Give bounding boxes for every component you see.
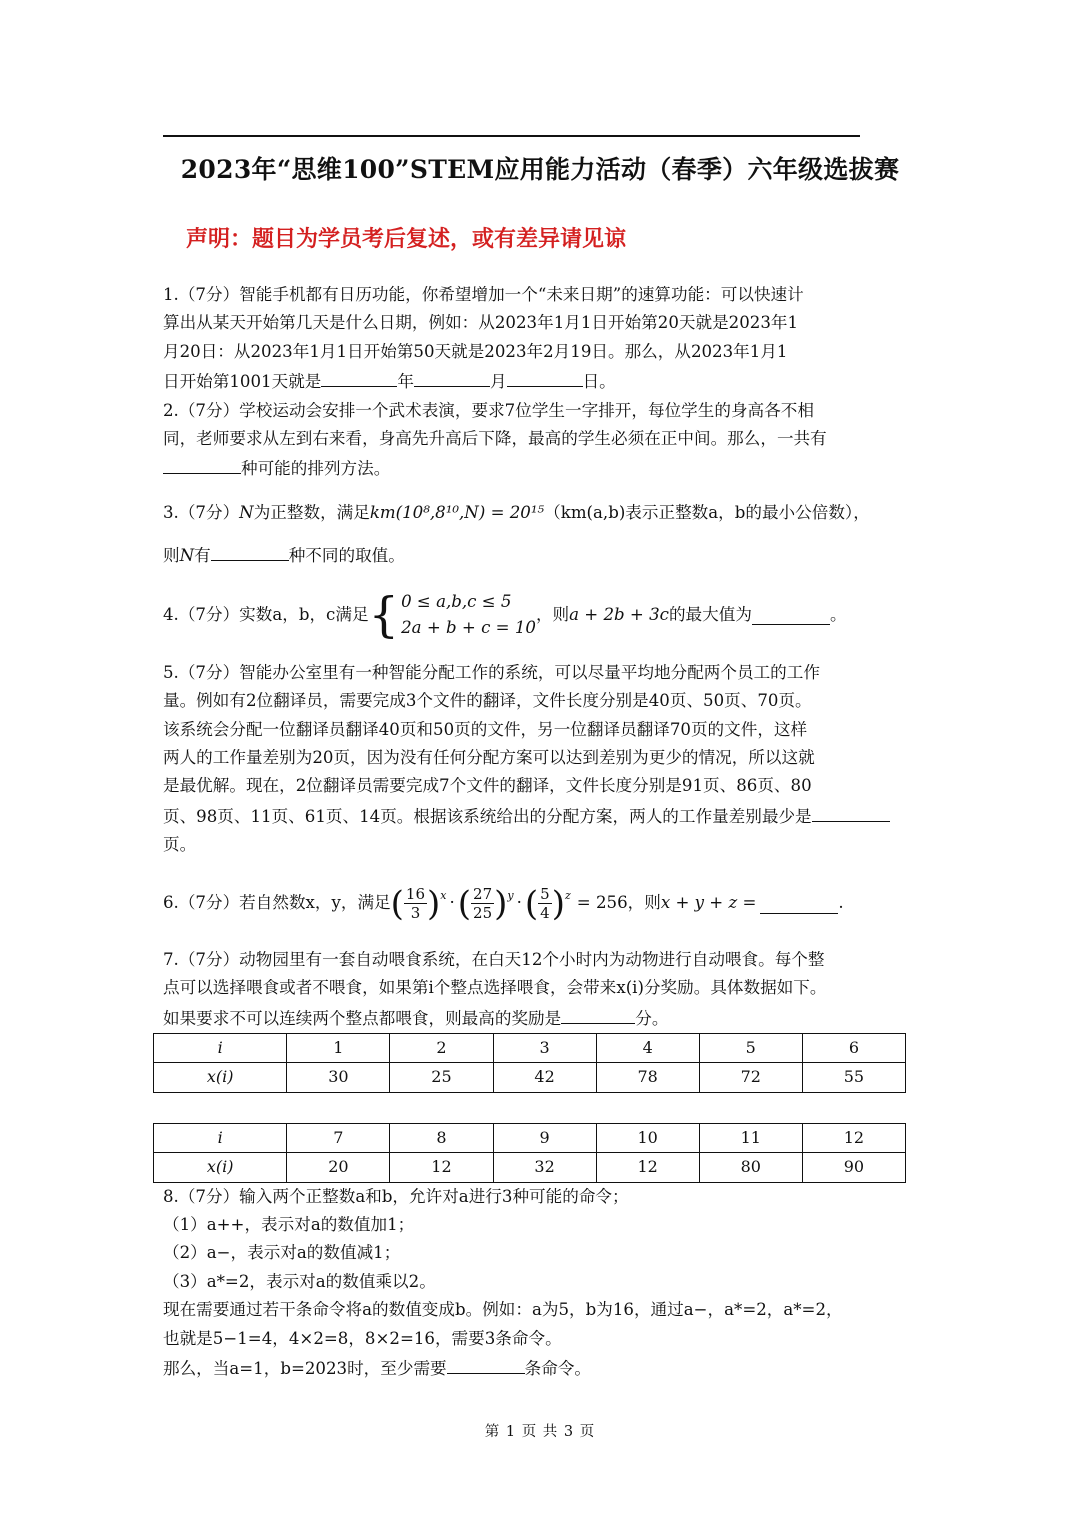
q3-formula: km(10⁸,8¹⁰,N) = 20¹⁵: [369, 502, 545, 522]
q5-line2: 量。例如有2位翻译员，需要完成3个文件的翻译，文件长度分别是40页、50页、70页。: [163, 691, 812, 711]
fraction-3: $\frac{5}{4}$: [540, 885, 550, 923]
reward-table-1: [153, 1033, 906, 1093]
answer-blank-q5[interactable]: [812, 801, 890, 822]
q7-line3: 如果要求不可以连续两个整点都喂食，则最高的奖励是 分。: [163, 1003, 919, 1033]
left-brace: {: [368, 586, 400, 643]
q1-line2: 算出从某天开始第几天是什么日期，例如：从2023年1月1日开始第20天就是2023年1: [163, 313, 799, 333]
q1-line1: 1.（7分）智能手机都有日历功能，你希望增加一个“未来日期”的速算功能：可以快速计: [163, 285, 804, 304]
notice-text: 声明：题目为学员考后复述，或有差异请见谅: [186, 226, 627, 252]
answer-blank-q4[interactable]: [752, 604, 830, 625]
header-rule: [163, 135, 860, 137]
answer-blank-year[interactable]: [321, 366, 397, 387]
question-2: [163, 397, 919, 484]
table-row: x(i) 20 12 32 12 80 90: [154, 1153, 906, 1182]
table-row: i 1 2 3 4 5 6: [154, 1033, 906, 1062]
q3-line1: 3.（7分）N为正整数，满足km(10⁸,8¹⁰,N) = 20¹⁵（km(a,b)表示正整数a，b的最小公倍数），: [163, 502, 870, 522]
table-row: x(i) 30 25 42 78 72 55: [154, 1063, 906, 1092]
q8-command-1: （1）a++，表示对a的数值加1；: [163, 1214, 415, 1234]
question-1: [163, 281, 919, 397]
answer-blank-day[interactable]: [507, 366, 583, 387]
question-8: [163, 1183, 919, 1384]
q5-line4: 两人的工作量差别为20页，因为没有任何分配方案可以达到差别为更少的情况，所以这就: [163, 748, 815, 768]
q8-line5: 现在需要通过若干条命令将a的数值变成b。例如：a为5，b为16，通过a−，a*=2，a*=2，: [163, 1300, 843, 1320]
answer-blank-q6[interactable]: [760, 893, 838, 914]
answer-blank-q8[interactable]: [447, 1353, 525, 1374]
answer-blank-q2[interactable]: [163, 453, 241, 474]
question-3: [163, 498, 919, 571]
q5-line5: 是最优解。现在，2位翻译员需要完成7个文件的翻译，文件长度分别是91页、86页、80: [163, 776, 812, 796]
question-6: 6.（7分）若自然数x，y，满足 ( $\frac{16}{3}$ ) $^x$ · ( $\frac{27}{25}$ ) $^y$ · ( $\frac{5}{4}$ ) $^z$ = 256 ，则 x + y + z = .: [163, 883, 844, 924]
q7-line1: 7.（7分）动物园里有一套自动喂食系统，在白天12个小时内为动物进行自动喂食。每个整: [163, 949, 825, 969]
q4-conditions: 0 ≤ a,b,c ≤ 5 2a + b + c = 10: [401, 591, 536, 637]
q8-command-2: （2）a−，表示对a的数值减1；: [163, 1243, 401, 1263]
answer-blank-month[interactable]: [414, 366, 490, 387]
fraction-1: $\frac{16}{3}$: [405, 885, 426, 923]
page-title: 2023年“思维100”STEM应用能力活动（春季）六年级选拔赛: [180, 155, 900, 184]
q5-line6: 页、98页、11页、61页、14页。根据该系统给出的分配方案，两人的工作量差别最少是: [163, 801, 919, 831]
q8-line7: 那么，当a=1，b=2023时，至少需要 条命令。: [163, 1353, 919, 1383]
question-list: [163, 281, 919, 1383]
answer-blank-q3[interactable]: [211, 540, 289, 561]
q5-line1: 5.（7分）智能办公室里有一种智能分配工作的系统，可以尽量平均地分配两个员工的工作: [163, 662, 820, 682]
q2-line1: 2.（7分）学校运动会安排一个武术表演，要求7位学生一字排开，每位学生的身高各不相: [163, 400, 814, 420]
q8-line1: 8.（7分）输入两个正整数a和b，允许对a进行3种可能的命令；: [163, 1186, 629, 1206]
reward-table-2: [153, 1123, 906, 1183]
question-5: [163, 659, 919, 860]
question-7: [163, 946, 919, 1183]
q1-line3: 月20日：从2023年1月1日开始第50天就是2023年2月19日。那么，从2023年1月1: [163, 341, 788, 361]
page-footer: 第 1 页 共 3 页: [484, 1424, 596, 1440]
q3-line2: 则N有 种不同的取值。: [163, 540, 919, 571]
answer-blank-q7[interactable]: [561, 1003, 635, 1024]
question-4: 4.（7分）实数a，b，c满足 { 0 ≤ a,b,c ≤ 5 2a + b + c = 10 ，则 a + 2b + 3c 的最大值为 。: [163, 586, 847, 643]
q5-line3: 该系统会分配一位翻译员翻译40页和50页的文件，另一位翻译员翻译70页的文件，这样: [163, 719, 808, 739]
fraction-2: $\frac{27}{25}$: [473, 885, 493, 923]
q7-line2: 点可以选择喂食或者不喂食，如果第i个整点选择喂食，会带来x(i)分奖励。具体数据如下。: [163, 978, 827, 998]
table-row: i 7 8 9 10 11 12: [154, 1123, 906, 1152]
q8-line6: 也就是5−1=4，4×2=8，8×2=16，需要3条命令。: [163, 1328, 562, 1348]
q2-line3: 种可能的排列方法。: [163, 453, 919, 483]
q1-line4: 日开始第1001天就是 年 月 日。: [163, 366, 919, 396]
q8-command-3: （3）a*=2，表示对a的数值乘以2。: [163, 1271, 436, 1291]
q5-line7: 页。: [163, 835, 197, 855]
q2-line2: 同，老师要求从左到右来看，身高先升高后下降，最高的学生必须在正中间。那么，一共有: [163, 429, 827, 449]
